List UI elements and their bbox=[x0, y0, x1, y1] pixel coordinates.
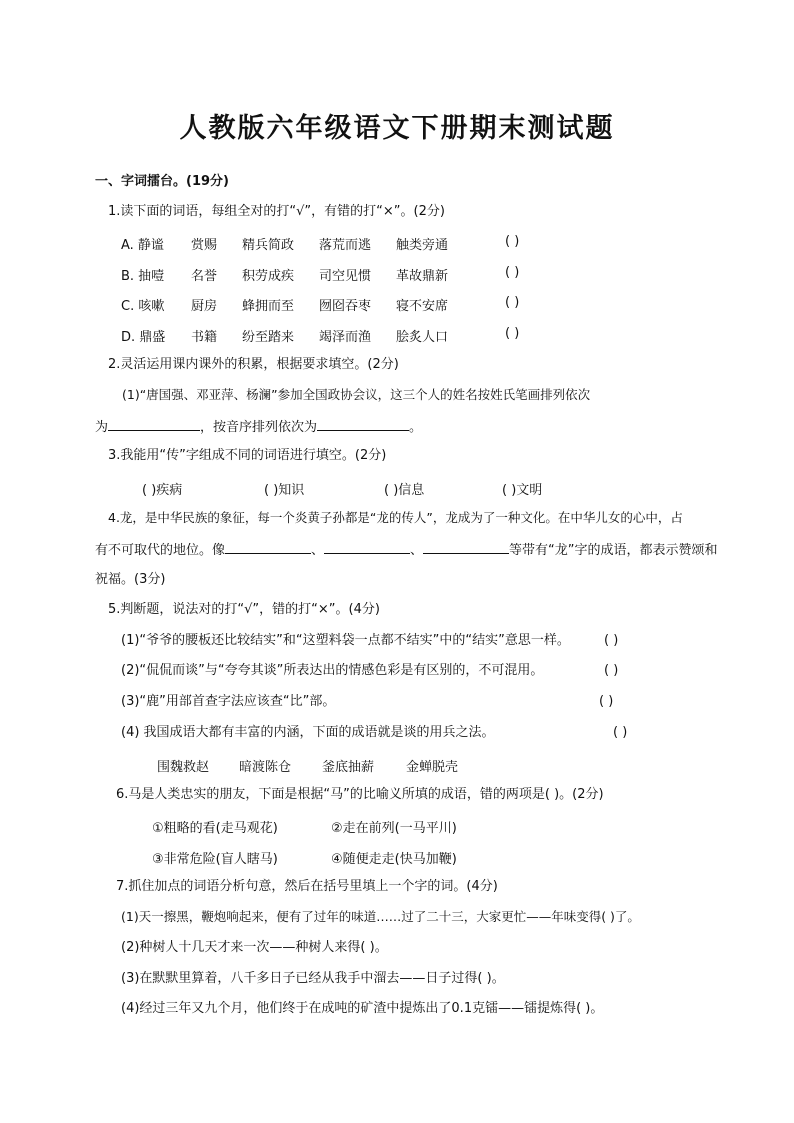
question-5-stem: 5.判断题，说法对的打“√”，错的打“×”。(4分) bbox=[108, 602, 380, 617]
sentence-item: (2)种树人十几天才来一次——种树人来得( )。 bbox=[121, 940, 388, 955]
sentence-item: (3)在默默里算着，八千多日子已经从我手中溜去——日子过得( )。 bbox=[121, 971, 505, 986]
option: ③非常危险(盲人瞎马) bbox=[152, 852, 278, 867]
question-3-stem: 3.我能用“传”字组成不同的词语进行填空。(2分) bbox=[108, 448, 387, 463]
option: ②走在前列(一马平川) bbox=[331, 821, 457, 836]
word: 落荒而逃 bbox=[319, 238, 372, 253]
answer-paren[interactable]: ( ) bbox=[613, 725, 628, 740]
word: 囫囵吞枣 bbox=[319, 299, 372, 314]
text: 。 bbox=[409, 420, 423, 435]
text: 等带有“龙”字的成语，都表示赞颂和 bbox=[509, 543, 718, 558]
fill-item[interactable]: ( )信息 bbox=[384, 483, 425, 498]
section-heading: 一、字词擂台。(19分) bbox=[95, 174, 229, 189]
judgement-item: (3)“鹿”用部首查字法应该查“比”部。 bbox=[121, 694, 336, 709]
word: 精兵简政 bbox=[242, 238, 295, 253]
answer-paren[interactable]: ( ) bbox=[604, 633, 619, 648]
option: ④随便走走(快马加鞭) bbox=[331, 852, 457, 867]
judgement-item: (1)“爷爷的腰板还比较结实”和“这塑料袋一点都不结实”中的“结实”意思一样。 bbox=[121, 633, 570, 648]
question-7-stem: 7.抓住加点的词语分析句意，然后在括号里填上一个字的词。(4分) bbox=[116, 879, 498, 894]
option-label: A. 静谧 bbox=[121, 238, 164, 253]
word: 脍炙人口 bbox=[396, 330, 449, 345]
idiom: 暗渡陈仓 bbox=[239, 760, 292, 775]
word: 竭泽而渔 bbox=[319, 330, 372, 345]
separator: 、 bbox=[410, 543, 424, 558]
word: 名誉 bbox=[191, 269, 218, 284]
judgement-item: (4) 我国成语大都有丰富的内涵，下面的成语就是谈的用兵之法。 bbox=[121, 725, 495, 740]
fill-item[interactable]: ( )疾病 bbox=[142, 483, 183, 498]
word: 寝不安席 bbox=[396, 299, 449, 314]
answer-blank[interactable] bbox=[108, 418, 200, 431]
text: 为 bbox=[95, 420, 109, 435]
answer-paren[interactable]: ( ) bbox=[505, 265, 520, 280]
answer-blank[interactable] bbox=[423, 541, 509, 554]
word: 厨房 bbox=[191, 299, 218, 314]
question-6-stem: 6.马是人类忠实的朋友，下面是根据“马”的比喻义所填的成语，错的两项是( )。(2分) bbox=[116, 787, 604, 802]
word: 书籍 bbox=[191, 330, 218, 345]
option: ①粗略的看(走马观花) bbox=[152, 821, 278, 836]
question-1-stem: 1.读下面的词语，每组全对的打“√”，有错的打“×”。(2分) bbox=[108, 204, 445, 219]
answer-blank[interactable] bbox=[225, 541, 311, 554]
option-label: C. 咳嗽 bbox=[121, 299, 165, 314]
question-4-text: 4.龙，是中华民族的象征，每一个炎黄子孙都是“龙的传人”，龙成为了一种文化。在中华儿女的心中，占 bbox=[108, 510, 683, 525]
word: 赏赐 bbox=[191, 238, 218, 253]
idiom: 围魏救赵 bbox=[157, 760, 210, 775]
option-label: D. 鼎盛 bbox=[121, 330, 166, 345]
question-4-line3: 祝福。(3分) bbox=[95, 572, 166, 587]
text: 有不可取代的地位。像 bbox=[95, 543, 226, 558]
word: 蜂拥而至 bbox=[242, 299, 295, 314]
fill-item[interactable]: ( )知识 bbox=[264, 483, 305, 498]
question-2-text: (1)“唐国强、邓亚萍、杨澜”参加全国政协会议，这三个人的姓名按姓氏笔画排列依次 bbox=[122, 387, 591, 402]
word: 革故鼎新 bbox=[396, 269, 449, 284]
option-label: B. 抽噎 bbox=[121, 269, 165, 284]
answer-blank[interactable] bbox=[317, 418, 409, 431]
idiom: 釜底抽薪 bbox=[322, 760, 375, 775]
word: 司空见惯 bbox=[319, 269, 372, 284]
separator: 、 bbox=[311, 543, 325, 558]
sentence-item: (4)经过三年又九个月，他们终于在成吨的矿渣中提炼出了0.1克镭——镭提炼得( )。 bbox=[121, 1001, 604, 1016]
word: 纷至踏来 bbox=[242, 330, 295, 345]
answer-paren[interactable]: ( ) bbox=[599, 694, 614, 709]
word: 积劳成疾 bbox=[242, 269, 295, 284]
answer-paren[interactable]: ( ) bbox=[505, 326, 520, 341]
idiom: 金蝉脱壳 bbox=[406, 760, 459, 775]
text: ，按音序排列依次为 bbox=[200, 420, 318, 435]
judgement-item: (2)“侃侃而谈”与“夸夸其谈”所表达出的情感色彩是有区别的，不可混用。 bbox=[121, 663, 544, 678]
sentence-item: (1)天一擦黑，鞭炮响起来，便有了过年的味道……过了二十三，大家更忙——年味变得( )了。 bbox=[121, 909, 640, 924]
question-2-stem: 2.灵活运用课内课外的积累，根据要求填空。(2分) bbox=[108, 357, 399, 372]
fill-item[interactable]: ( )文明 bbox=[502, 483, 543, 498]
answer-paren[interactable]: ( ) bbox=[505, 234, 520, 249]
answer-paren[interactable]: ( ) bbox=[505, 295, 520, 310]
answer-blank[interactable] bbox=[324, 541, 410, 554]
page-title: 人教版六年级语文下册期末测试题 bbox=[179, 113, 615, 144]
answer-paren[interactable]: ( ) bbox=[604, 663, 619, 678]
question-2-line2 bbox=[95, 418, 422, 436]
question-4-line2 bbox=[95, 541, 718, 559]
word: 触类旁通 bbox=[396, 238, 449, 253]
